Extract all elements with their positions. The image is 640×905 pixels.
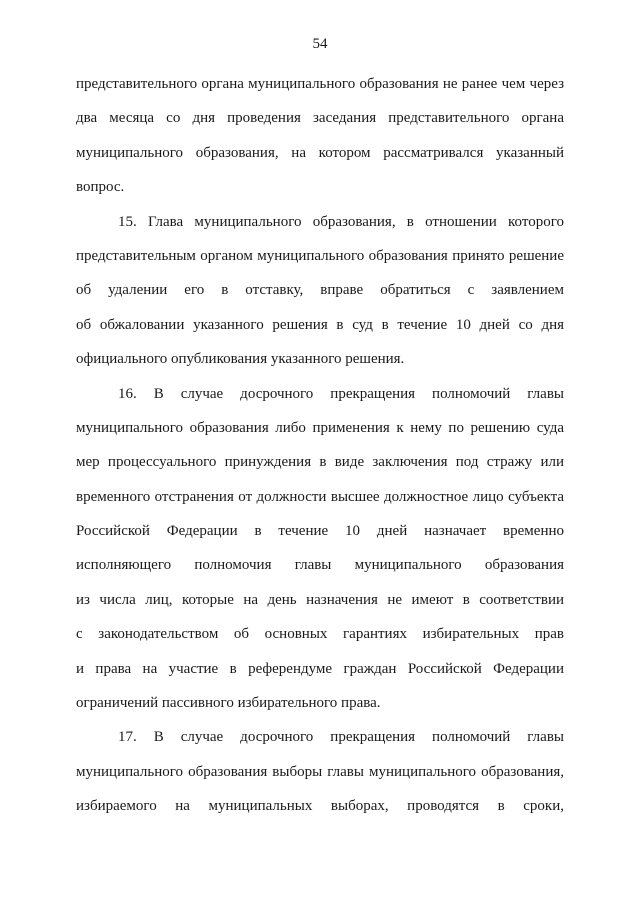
text-line: с законодательством об основных гарантиях избирательных прав (76, 626, 564, 643)
text-line: ограничений пассивного избирательного права. (76, 695, 381, 712)
text-line: вопрос. (76, 179, 125, 196)
text-line: Российской Федерации в течение 10 дней назначает временно (76, 523, 564, 540)
text-line: мер процессуального принуждения в виде заключения под стражу или (76, 454, 564, 471)
text-line: временного отстранения от должности высшее должностное лицо субъекта (76, 488, 564, 505)
text-line: из числа лиц, которые на день назначения не имеют в соответствии (76, 591, 564, 608)
text-line: 15. Глава муниципального образования, в отношении которого (118, 213, 564, 230)
text-line: официального опубликования указанного решения. (76, 351, 405, 368)
text-line: и права на участие в референдуме граждан Российской Федерации (76, 660, 564, 677)
text-line: 17. В случае досрочного прекращения полномочий главы (118, 729, 564, 746)
text-line: представительного органа муниципального образования не ранее чем через (76, 76, 564, 92)
text-line: об обжаловании указанного решения в суд в течение 10 дней со дня (76, 316, 564, 333)
text-line: муниципального образования выборы главы муниципального образования, (76, 763, 564, 780)
text-line: два месяца со дня проведения заседания представительного органа (76, 110, 564, 127)
text-line: муниципального образования либо применения к нему по решению суда (76, 419, 564, 436)
document-body (76, 74, 564, 831)
text-line: представительным органом муниципального образования принято решение (76, 247, 564, 264)
page-number: 54 (312, 36, 328, 52)
text-line: исполняющего полномочия главы муниципального образования (76, 557, 564, 574)
text-line: муниципального образования, на котором рассматривался указанный (76, 144, 564, 161)
text-line: избираемого на муниципальных выборах, проводятся в сроки, (76, 798, 564, 815)
text-line: об удалении его в отставку, вправе обратиться с заявлением (76, 282, 564, 299)
text-line: 16. В случае досрочного прекращения полномочий главы (118, 385, 564, 402)
